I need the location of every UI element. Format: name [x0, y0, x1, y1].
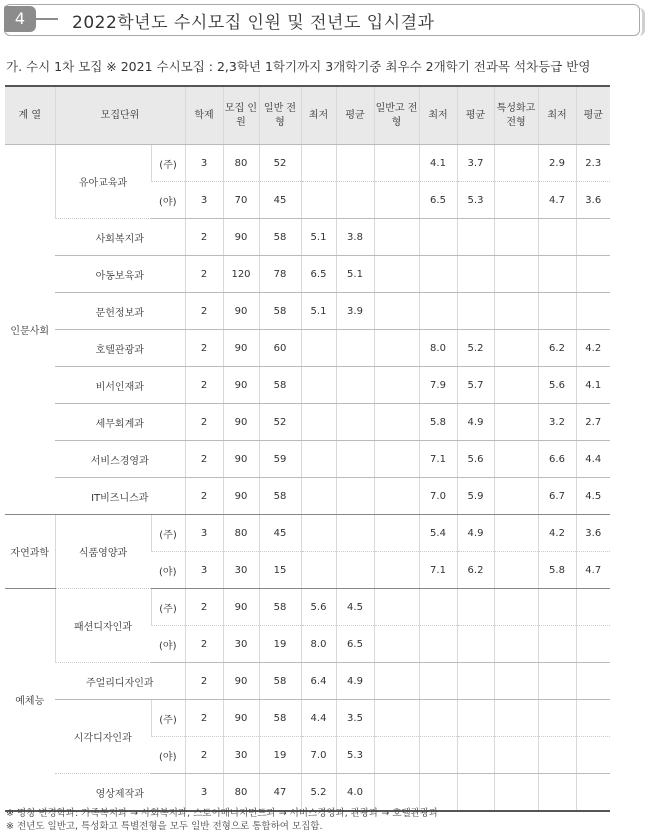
years-cell: 2 — [185, 404, 223, 441]
general-hs-cell — [374, 367, 419, 404]
min2-cell: 6.5 — [419, 182, 457, 219]
avg-cell: 4.0 — [336, 774, 374, 812]
col-special-hs: 특성화고 전형 — [494, 86, 538, 145]
special-hs-cell — [494, 552, 538, 589]
dept-cell: 유아교육과 — [55, 145, 151, 219]
min2-cell — [419, 219, 457, 256]
table-row — [5, 700, 610, 737]
col-dept: 모집단위 — [55, 86, 185, 145]
avg3-cell: 3.6 — [576, 182, 610, 219]
avg2-cell — [457, 293, 494, 330]
header-shadow — [636, 8, 645, 36]
col-avg: 평균 — [336, 86, 374, 145]
avg-cell — [336, 145, 374, 182]
min3-cell — [538, 737, 576, 774]
general-cell: 78 — [259, 256, 301, 293]
min2-cell — [419, 589, 457, 626]
years-cell: 3 — [185, 552, 223, 589]
special-hs-cell — [494, 404, 538, 441]
avg2-cell — [457, 737, 494, 774]
table-row — [5, 478, 610, 515]
table-row — [5, 256, 610, 293]
general-hs-cell — [374, 330, 419, 367]
min3-cell — [538, 774, 576, 812]
min3-cell: 3.2 — [538, 404, 576, 441]
avg-cell: 4.9 — [336, 663, 374, 700]
dept-cell: 사회복지과 — [55, 219, 185, 256]
min-cell — [301, 330, 336, 367]
min-cell: 6.5 — [301, 256, 336, 293]
special-hs-cell — [494, 663, 538, 700]
quota-cell: 90 — [223, 700, 259, 737]
general-cell: 58 — [259, 219, 301, 256]
avg-cell — [336, 182, 374, 219]
min3-cell — [538, 700, 576, 737]
col-general-hs: 일반고 전형 — [374, 86, 419, 145]
min-cell — [301, 404, 336, 441]
min2-cell: 7.1 — [419, 552, 457, 589]
col-min3: 최저 — [538, 86, 576, 145]
min-cell: 8.0 — [301, 626, 336, 663]
avg-cell — [336, 404, 374, 441]
dept-cell: 비서인재과 — [55, 367, 185, 404]
avg3-cell: 3.6 — [576, 515, 610, 552]
min-cell: 5.1 — [301, 219, 336, 256]
min-cell: 4.4 — [301, 700, 336, 737]
special-hs-cell — [494, 367, 538, 404]
col-min: 최저 — [301, 86, 336, 145]
avg-cell: 3.5 — [336, 700, 374, 737]
min2-cell — [419, 626, 457, 663]
dept-cell: 세무회계과 — [55, 404, 185, 441]
special-hs-cell — [494, 256, 538, 293]
shift-cell: (주) — [151, 145, 185, 182]
quota-cell: 90 — [223, 478, 259, 515]
general-cell: 58 — [259, 700, 301, 737]
min3-cell: 4.7 — [538, 182, 576, 219]
min3-cell: 6.6 — [538, 441, 576, 478]
min-cell — [301, 441, 336, 478]
admission-table — [5, 85, 610, 812]
shift-cell: (야) — [151, 182, 185, 219]
quota-cell: 90 — [223, 441, 259, 478]
avg3-cell: 4.7 — [576, 552, 610, 589]
general-cell: 19 — [259, 626, 301, 663]
min3-cell — [538, 293, 576, 330]
avg2-cell: 5.7 — [457, 367, 494, 404]
special-hs-cell — [494, 589, 538, 626]
min2-cell — [419, 774, 457, 812]
min-cell: 7.0 — [301, 737, 336, 774]
special-hs-cell — [494, 219, 538, 256]
avg3-cell — [576, 256, 610, 293]
dept-cell: 서비스경영과 — [55, 441, 185, 478]
years-cell: 2 — [185, 700, 223, 737]
min-cell: 5.2 — [301, 774, 336, 812]
general-cell: 52 — [259, 404, 301, 441]
general-hs-cell — [374, 182, 419, 219]
avg-cell: 3.9 — [336, 293, 374, 330]
special-hs-cell — [494, 515, 538, 552]
general-cell: 15 — [259, 552, 301, 589]
min-cell: 5.6 — [301, 589, 336, 626]
general-cell: 58 — [259, 367, 301, 404]
general-hs-cell — [374, 293, 419, 330]
quota-cell: 80 — [223, 774, 259, 812]
dept-cell: 아동보육과 — [55, 256, 185, 293]
avg-cell — [336, 478, 374, 515]
avg3-cell — [576, 774, 610, 812]
min2-cell: 5.4 — [419, 515, 457, 552]
avg-cell — [336, 330, 374, 367]
years-cell: 2 — [185, 626, 223, 663]
table-row — [5, 404, 610, 441]
general-cell: 47 — [259, 774, 301, 812]
special-hs-cell — [494, 737, 538, 774]
avg-cell — [336, 552, 374, 589]
shift-cell: (주) — [151, 515, 185, 552]
section-title: 2022학년도 수시모집 인원 및 전년도 입시결과 — [72, 13, 435, 33]
section-number: 4 — [4, 6, 36, 32]
years-cell: 2 — [185, 589, 223, 626]
min-cell — [301, 367, 336, 404]
min-cell — [301, 182, 336, 219]
quota-cell: 90 — [223, 404, 259, 441]
avg-cell: 5.3 — [336, 737, 374, 774]
special-hs-cell — [494, 774, 538, 812]
general-hs-cell — [374, 404, 419, 441]
years-cell: 2 — [185, 293, 223, 330]
quota-cell: 90 — [223, 219, 259, 256]
min3-cell: 5.6 — [538, 367, 576, 404]
general-cell: 19 — [259, 737, 301, 774]
table-row — [5, 774, 610, 812]
quota-cell: 90 — [223, 367, 259, 404]
min3-cell: 6.7 — [538, 478, 576, 515]
avg-cell: 3.8 — [336, 219, 374, 256]
general-cell: 59 — [259, 441, 301, 478]
min2-cell: 4.1 — [419, 145, 457, 182]
avg2-cell — [457, 626, 494, 663]
dept-cell: 문헌정보과 — [55, 293, 185, 330]
general-cell: 52 — [259, 145, 301, 182]
min3-cell: 5.8 — [538, 552, 576, 589]
avg-cell — [336, 441, 374, 478]
min2-cell — [419, 700, 457, 737]
general-hs-cell — [374, 589, 419, 626]
avg3-cell — [576, 589, 610, 626]
avg3-cell — [576, 626, 610, 663]
avg-cell: 4.5 — [336, 589, 374, 626]
min2-cell — [419, 737, 457, 774]
col-general: 일반 전형 — [259, 86, 301, 145]
avg2-cell: 5.6 — [457, 441, 494, 478]
avg2-cell — [457, 219, 494, 256]
shift-cell: (야) — [151, 552, 185, 589]
avg2-cell: 5.9 — [457, 478, 494, 515]
special-hs-cell — [494, 293, 538, 330]
quota-cell: 30 — [223, 552, 259, 589]
min2-cell: 7.1 — [419, 441, 457, 478]
quota-cell: 30 — [223, 737, 259, 774]
avg-cell — [336, 515, 374, 552]
years-cell: 3 — [185, 515, 223, 552]
general-cell: 58 — [259, 478, 301, 515]
footnotes — [6, 807, 438, 833]
years-cell: 2 — [185, 219, 223, 256]
min3-cell: 2.9 — [538, 145, 576, 182]
avg3-cell: 4.2 — [576, 330, 610, 367]
shift-cell: (주) — [151, 700, 185, 737]
table-row — [5, 367, 610, 404]
dept-cell: 주얼리디자인과 — [55, 663, 185, 700]
shift-cell: (야) — [151, 626, 185, 663]
general-cell: 60 — [259, 330, 301, 367]
shift-cell: (주) — [151, 589, 185, 626]
avg2-cell: 4.9 — [457, 515, 494, 552]
quota-cell: 30 — [223, 626, 259, 663]
avg-cell: 5.1 — [336, 256, 374, 293]
table-row — [5, 441, 610, 478]
years-cell: 3 — [185, 182, 223, 219]
general-hs-cell — [374, 256, 419, 293]
avg2-cell — [457, 700, 494, 737]
avg3-cell — [576, 293, 610, 330]
table-row — [5, 145, 610, 182]
min2-cell — [419, 256, 457, 293]
col-field: 계 열 — [5, 86, 55, 145]
years-cell: 3 — [185, 774, 223, 812]
min-cell — [301, 515, 336, 552]
min3-cell — [538, 663, 576, 700]
avg3-cell — [576, 737, 610, 774]
general-cell: 58 — [259, 293, 301, 330]
min3-cell — [538, 589, 576, 626]
general-hs-cell — [374, 145, 419, 182]
special-hs-cell — [494, 441, 538, 478]
min2-cell: 7.9 — [419, 367, 457, 404]
avg2-cell: 5.3 — [457, 182, 494, 219]
col-min2: 최저 — [419, 86, 457, 145]
min-cell: 6.4 — [301, 663, 336, 700]
general-hs-cell — [374, 626, 419, 663]
avg2-cell — [457, 589, 494, 626]
quota-cell: 120 — [223, 256, 259, 293]
table-row — [5, 330, 610, 367]
years-cell: 3 — [185, 145, 223, 182]
avg-cell — [336, 367, 374, 404]
avg3-cell — [576, 700, 610, 737]
quota-cell: 80 — [223, 515, 259, 552]
avg3-cell — [576, 663, 610, 700]
footnote: ※ 전년도 일반고, 특성화고 특별전형을 모두 일반 전형으로 통합하여 모집함. — [6, 821, 323, 832]
min2-cell — [419, 293, 457, 330]
special-hs-cell — [494, 145, 538, 182]
general-hs-cell — [374, 478, 419, 515]
quota-cell: 90 — [223, 293, 259, 330]
avg2-cell: 6.2 — [457, 552, 494, 589]
years-cell: 2 — [185, 367, 223, 404]
dept-cell: 식품영양과 — [55, 515, 151, 589]
min3-cell — [538, 256, 576, 293]
dept-cell: 패션디자인과 — [55, 589, 151, 663]
avg2-cell — [457, 256, 494, 293]
shift-cell: (야) — [151, 737, 185, 774]
years-cell: 2 — [185, 737, 223, 774]
general-hs-cell — [374, 441, 419, 478]
special-hs-cell — [494, 700, 538, 737]
general-cell: 45 — [259, 515, 301, 552]
quota-cell: 90 — [223, 589, 259, 626]
footnote: ※ 명칭 변경학과: 가족복지과 → 사회복지과, 스토어매니지먼트과 → 서비스경영과, 관광과 → 호텔관광과 — [6, 808, 439, 819]
col-avg3: 평균 — [576, 86, 610, 145]
col-avg2: 평균 — [457, 86, 494, 145]
avg3-cell: 4.5 — [576, 478, 610, 515]
min3-cell: 4.2 — [538, 515, 576, 552]
quota-cell: 90 — [223, 330, 259, 367]
avg2-cell — [457, 774, 494, 812]
years-cell: 2 — [185, 441, 223, 478]
quota-cell: 80 — [223, 145, 259, 182]
min2-cell: 7.0 — [419, 478, 457, 515]
general-hs-cell — [374, 774, 419, 812]
quota-cell: 90 — [223, 663, 259, 700]
years-cell: 2 — [185, 330, 223, 367]
special-hs-cell — [494, 182, 538, 219]
years-cell: 2 — [185, 663, 223, 700]
special-hs-cell — [494, 478, 538, 515]
dept-cell: IT비즈니스과 — [55, 478, 185, 515]
general-hs-cell — [374, 737, 419, 774]
general-hs-cell — [374, 219, 419, 256]
dept-cell: 영상제작과 — [55, 774, 185, 812]
field-cell: 자연과학 — [5, 515, 55, 589]
special-hs-cell — [494, 330, 538, 367]
general-hs-cell — [374, 663, 419, 700]
avg2-cell: 4.9 — [457, 404, 494, 441]
header-connector — [36, 18, 58, 20]
min2-cell: 8.0 — [419, 330, 457, 367]
general-hs-cell — [374, 515, 419, 552]
field-cell: 예체능 — [5, 589, 55, 812]
col-years: 학제 — [185, 86, 223, 145]
field-cell: 인문사회 — [5, 145, 55, 515]
special-hs-cell — [494, 626, 538, 663]
table-row — [5, 663, 610, 700]
general-hs-cell — [374, 552, 419, 589]
general-hs-cell — [374, 700, 419, 737]
avg3-cell: 2.3 — [576, 145, 610, 182]
avg2-cell: 5.2 — [457, 330, 494, 367]
general-cell: 58 — [259, 663, 301, 700]
min2-cell — [419, 663, 457, 700]
min-cell — [301, 552, 336, 589]
general-cell: 58 — [259, 589, 301, 626]
table-row — [5, 219, 610, 256]
min3-cell — [538, 626, 576, 663]
min2-cell: 5.8 — [419, 404, 457, 441]
quota-cell: 70 — [223, 182, 259, 219]
dept-cell: 시각디자인과 — [55, 700, 151, 774]
avg3-cell: 2.7 — [576, 404, 610, 441]
min-cell — [301, 478, 336, 515]
avg3-cell: 4.1 — [576, 367, 610, 404]
table-row — [5, 515, 610, 552]
dept-cell: 호텔관광과 — [55, 330, 185, 367]
general-cell: 45 — [259, 182, 301, 219]
avg3-cell: 4.4 — [576, 441, 610, 478]
col-quota: 모집 인원 — [223, 86, 259, 145]
table-row — [5, 293, 610, 330]
years-cell: 2 — [185, 256, 223, 293]
avg2-cell — [457, 663, 494, 700]
years-cell: 2 — [185, 478, 223, 515]
min3-cell — [538, 219, 576, 256]
min3-cell: 6.2 — [538, 330, 576, 367]
table-row — [5, 589, 610, 626]
subtitle: 가. 수시 1차 모집 ※ 2021 수시모집 : 2,3학년 1학기까지 3개학기중 최우수 2개학기 전과목 석차등급 반영 — [6, 59, 591, 74]
avg2-cell: 3.7 — [457, 145, 494, 182]
min-cell: 5.1 — [301, 293, 336, 330]
avg-cell: 6.5 — [336, 626, 374, 663]
min-cell — [301, 145, 336, 182]
avg3-cell — [576, 219, 610, 256]
